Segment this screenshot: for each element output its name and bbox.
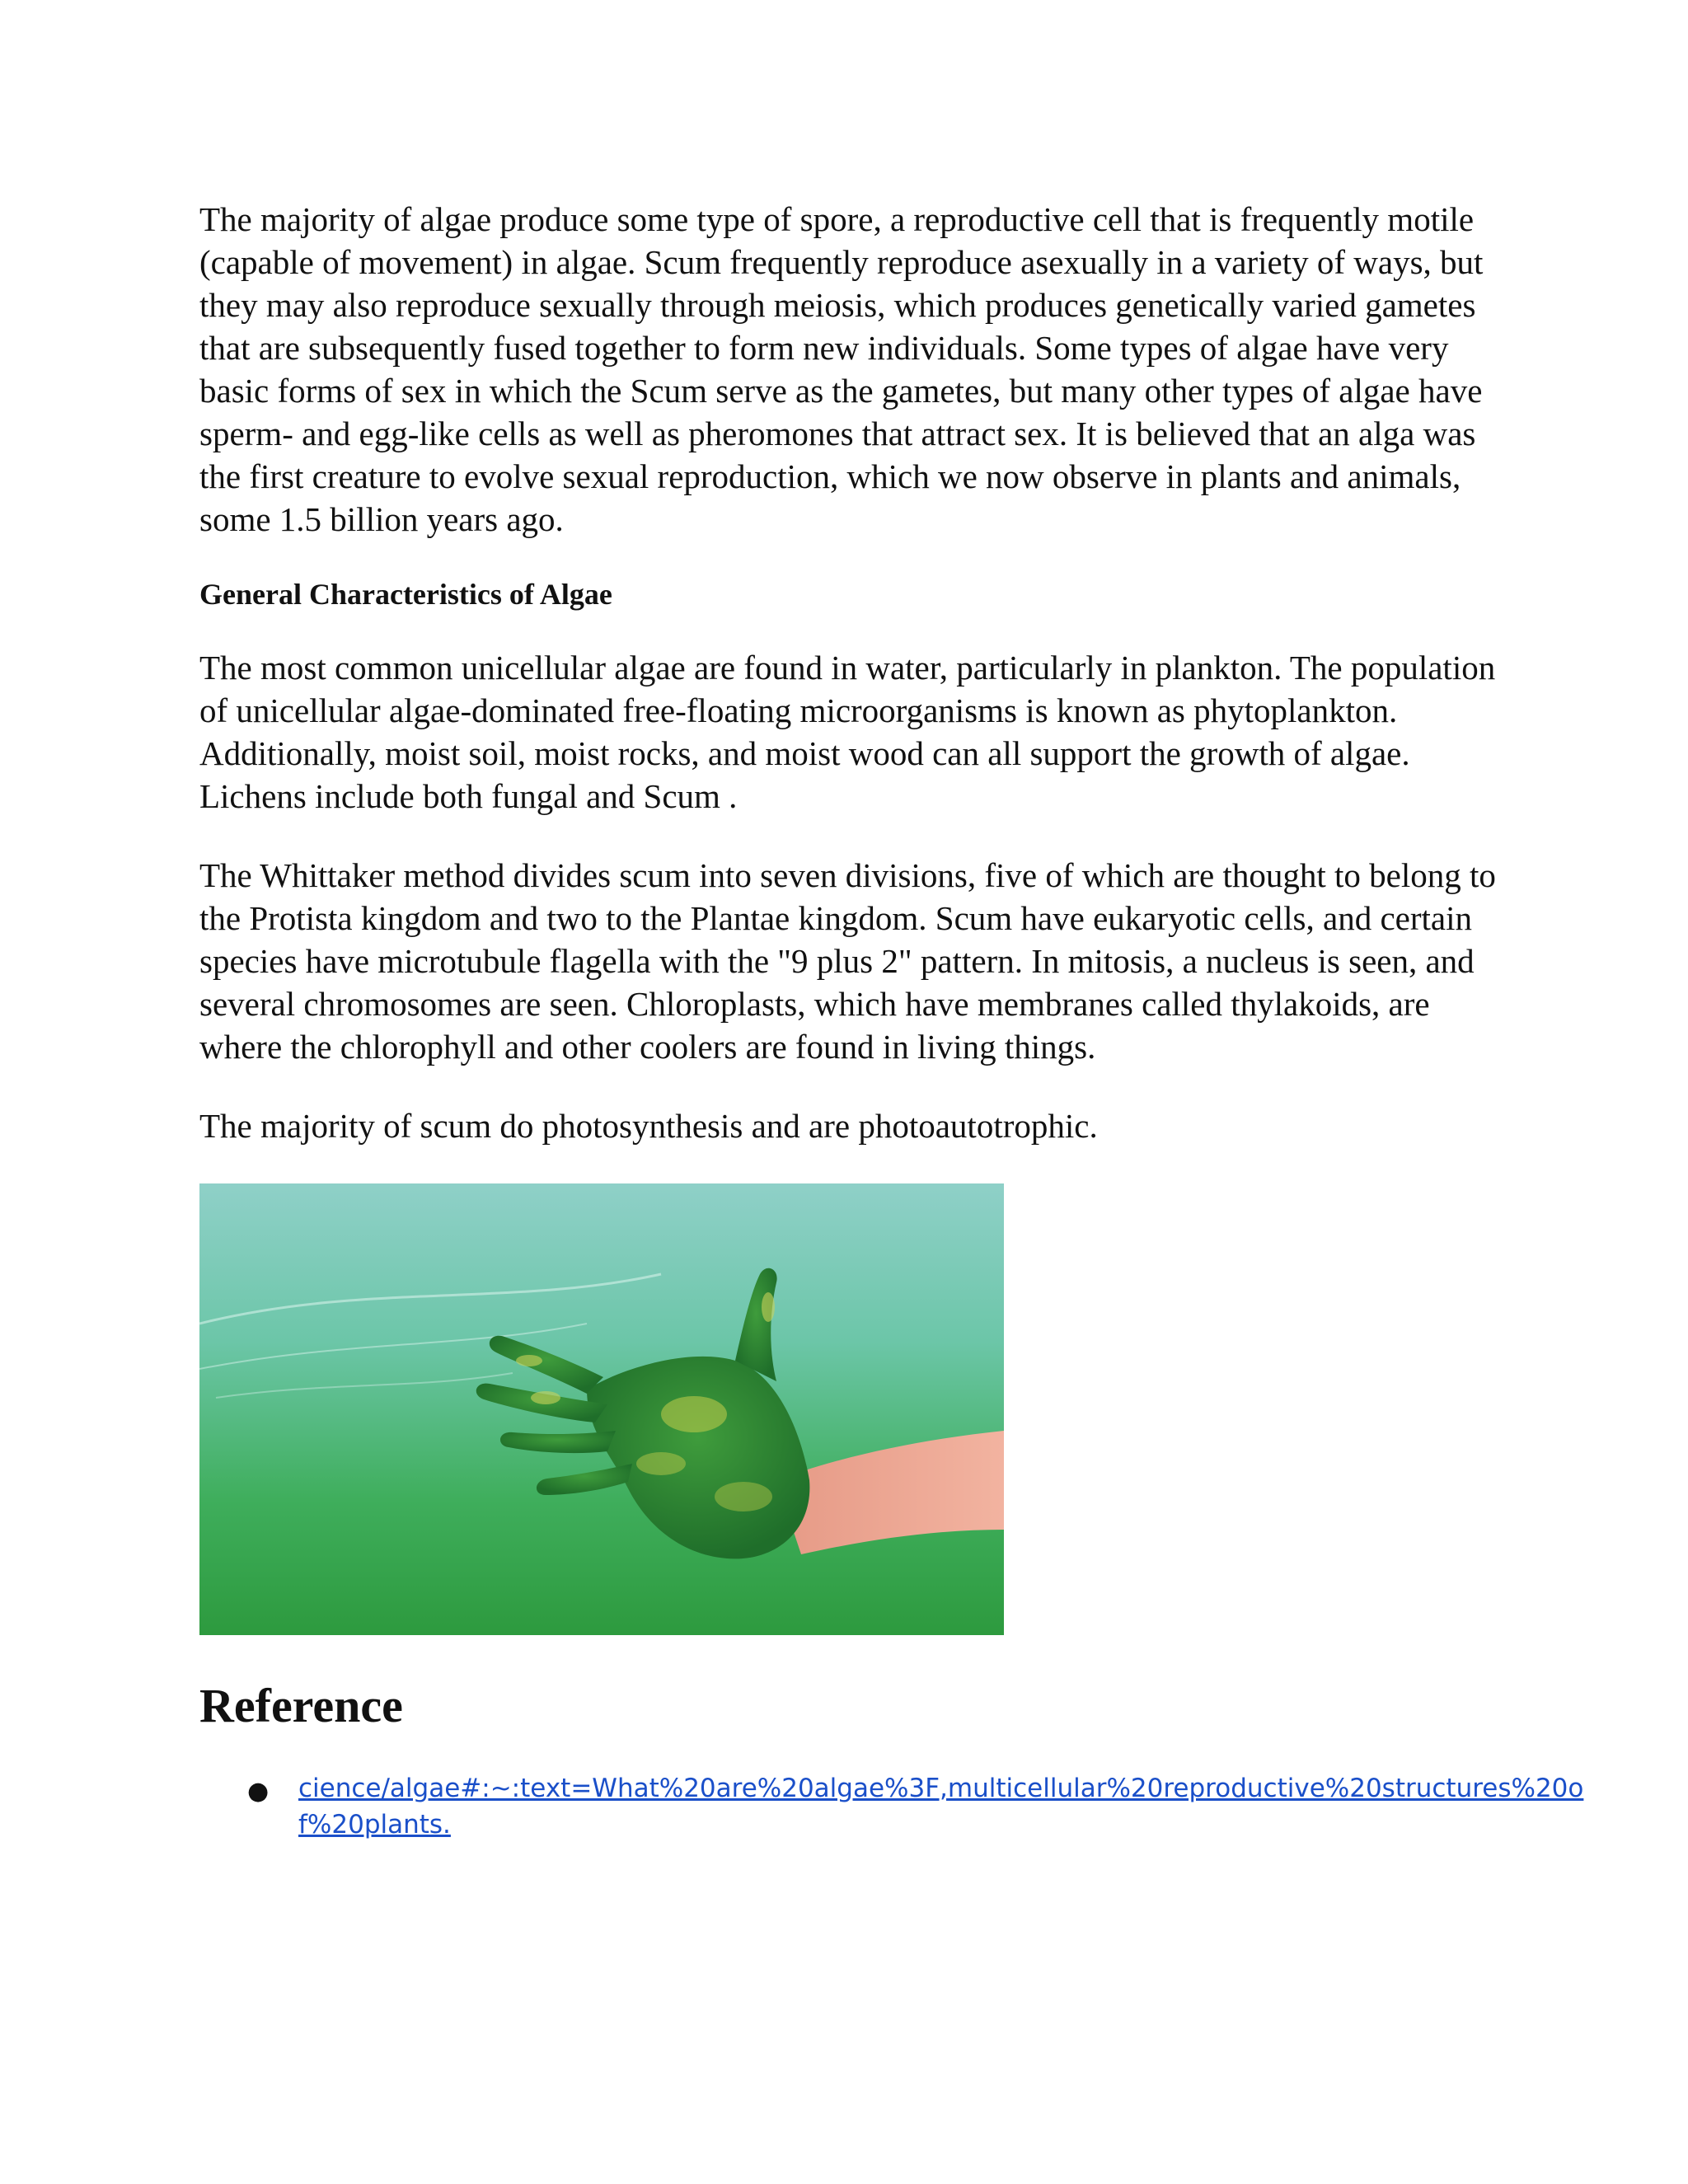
reference-list [199,1770,1584,1843]
paragraph-photosynthesis: The majority of scum do photosynthesis and are photoautotrophic. [199,1107,1098,1145]
paragraph-habitat: The most common unicellular algae are found in water, particularly in plankton. The population of unicellular algae-dominated free-floating microorganisms is known as phytoplankton. Additionally, moist soil, moist rocks, and moist wood can all support the growth of algae. Lichens include both fungal and Scum . [199,649,1496,815]
algae-hand-photo [199,1183,1004,1635]
paragraph-whittaker: The Whittaker method divides scum into seven divisions, five of which are thought to belong to the Protista kingdom and two to the Plantae kingdom. Scum have eukaryotic cells, and certain species have microtubule flagella with the "9 plus 2" pattern. In mitosis, a nucleus is seen, and several chromosomes are seen. Chloroplasts, which have membranes called thylakoids, are where the chlorophyll and other coolers are found in living things. [199,856,1496,1066]
document-page [199,198,1584,1843]
reference-item [199,1770,1584,1843]
reference-link[interactable]: cience/algae#:~:text=What%20are%20algae%3F,multicellular%20reproductive%20structures%20of%20plants. [298,1774,1584,1840]
section-heading: General Characteristics of Algae [199,578,612,611]
algae-hand-illustration [199,1183,1004,1635]
bullet-icon: ● [247,1777,270,1806]
reference-heading: Reference [199,1679,403,1732]
paragraph-spores: The majority of algae produce some type of spore, a reproductive cell that is frequently motile (capable of movement) in algae. Scum frequently reproduce asexually in a variety of ways, but they may also reproduce sexually through meiosis, which produces genetically varied gametes that are subsequently fused together to form new individuals. Some types of algae have very basic forms of sex in which the Scum serve as the gametes, but many other types of algae have sperm- and egg-like cells as well as pheromones that attract sex. It is believed that an alga was the first creature to evolve sexual reproduction, which we now observe in plants and animals, some 1.5 billion years ago. [199,200,1484,538]
